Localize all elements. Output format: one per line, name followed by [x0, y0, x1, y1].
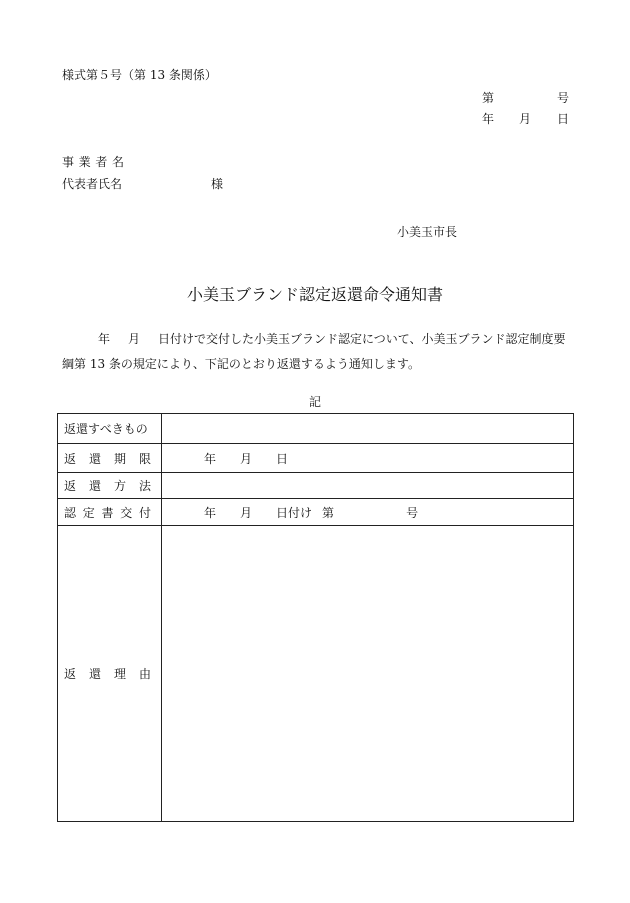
issuer: 小美玉市長	[397, 225, 458, 239]
business-label-char: 名	[111, 155, 124, 169]
label-certificate-issued: 認 定 書 交 付	[58, 499, 162, 526]
date-year: 年	[482, 112, 495, 126]
value-return-item	[162, 414, 574, 444]
date-day: 日	[557, 112, 570, 126]
document-title: 小美玉ブランド認定返還命令通知書	[186, 285, 443, 304]
table-row	[58, 499, 574, 526]
label-return-deadline: 返 還 期 限	[58, 444, 162, 473]
body-paragraph	[62, 327, 574, 377]
table-row	[58, 526, 574, 822]
table-row	[58, 414, 574, 444]
record-table	[57, 413, 574, 822]
label-return-item: 返還すべきもの	[58, 414, 162, 444]
table-row	[58, 444, 574, 473]
body-year: 年	[98, 332, 111, 346]
business-label-char: 業	[78, 155, 91, 169]
form-number: 様式第５号（第 13 条関係）	[62, 68, 217, 82]
date-month: 月	[519, 112, 532, 126]
business-label-char: 事	[62, 155, 75, 169]
business-name-label	[62, 153, 124, 170]
value-return-deadline: 年 月 日	[162, 444, 574, 473]
value-return-reason	[162, 526, 574, 822]
body-month: 月	[128, 332, 141, 346]
label-return-method: 返 還 方 法	[58, 473, 162, 499]
doc-number-suffix: 号	[557, 91, 570, 105]
business-label-char: 者	[95, 155, 108, 169]
body-text: 日付けで交付した小美玉ブランド認定について、小美玉ブランド認定制度要綱第 13 条の規定により、下記のとおり返還するよう通知します。	[62, 332, 566, 371]
honorific: 様	[211, 177, 224, 191]
value-return-method	[162, 473, 574, 499]
label-return-reason: 返 還 理 由	[58, 526, 162, 822]
ki-heading: 記	[308, 395, 321, 409]
representative-name-label: 代表者氏名	[62, 177, 123, 191]
value-certificate-issued: 年 月 日付け 第 号	[162, 499, 574, 526]
doc-number-prefix: 第	[482, 91, 495, 105]
table-row	[58, 473, 574, 499]
